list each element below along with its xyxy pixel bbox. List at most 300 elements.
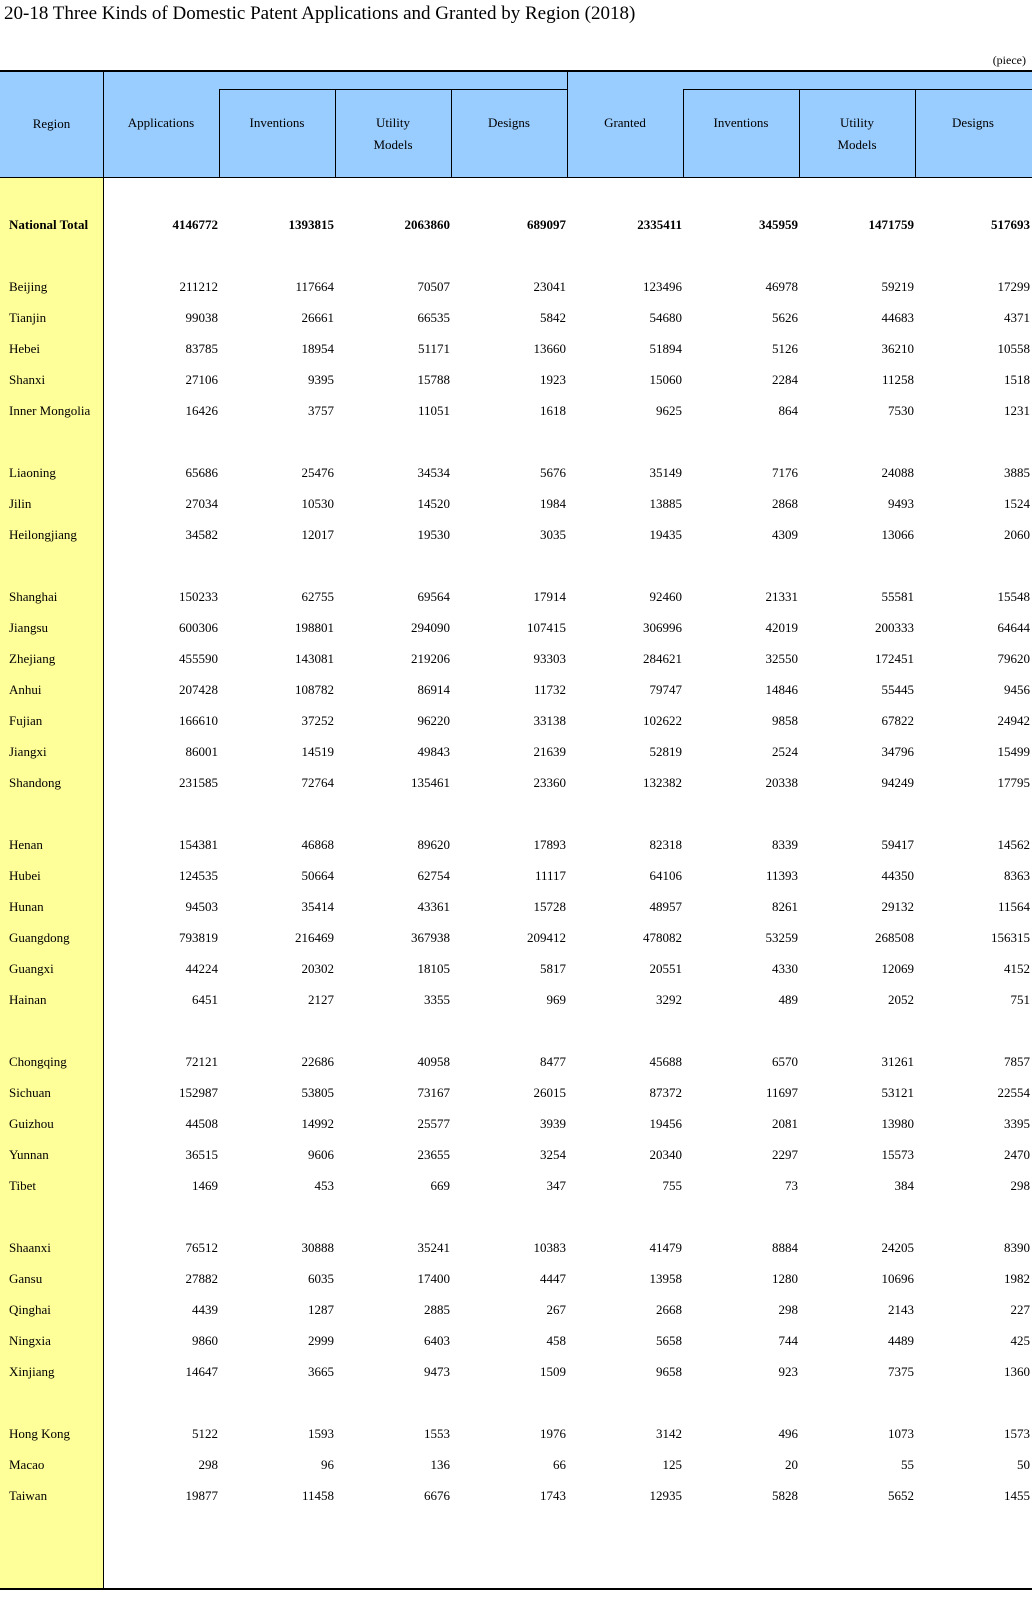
table-row	[0, 1480, 1032, 1512]
value-cell: 96	[321, 1457, 334, 1472]
value-cell: 66	[553, 1457, 566, 1472]
value-cell: 1471759	[868, 217, 914, 232]
value-cell: 34582	[185, 527, 218, 542]
table-row	[0, 674, 1032, 706]
value-cell: 23655	[417, 1147, 450, 1162]
value-cell: 11732	[533, 682, 566, 697]
value-cell: 8363	[1004, 868, 1030, 883]
value-cell: 1982	[1004, 1271, 1030, 1286]
region-name: Shanghai	[9, 589, 58, 604]
value-cell: 53805	[301, 1085, 334, 1100]
value-cell: 4489	[888, 1333, 914, 1348]
table-row	[0, 891, 1032, 923]
value-cell: 34534	[417, 465, 450, 480]
value-cell: 1518	[1004, 372, 1030, 387]
value-cell: 72764	[301, 775, 334, 790]
value-cell: 1618	[540, 403, 566, 418]
value-cell: 31261	[881, 1054, 914, 1069]
value-cell: 15573	[881, 1147, 914, 1162]
value-cell: 10383	[533, 1240, 566, 1255]
region-name: Tibet	[9, 1178, 36, 1193]
table-row	[0, 1139, 1032, 1171]
value-cell: 298	[778, 1302, 798, 1317]
value-cell: 21639	[533, 744, 566, 759]
value-cell: 15060	[649, 372, 682, 387]
value-cell: 2668	[656, 1302, 682, 1317]
value-cell: 298	[198, 1457, 218, 1472]
value-cell: 86914	[417, 682, 450, 697]
region-name: Yunnan	[9, 1147, 49, 1162]
table-top-rule	[0, 70, 1032, 72]
region-name: Hunan	[9, 899, 44, 914]
value-cell: 59417	[881, 837, 914, 852]
value-cell: 9606	[308, 1147, 334, 1162]
value-cell: 26015	[533, 1085, 566, 1100]
value-cell: 172451	[875, 651, 914, 666]
region-name: Qinghai	[9, 1302, 51, 1317]
value-cell: 1553	[424, 1426, 450, 1441]
region-name: Chongqing	[9, 1054, 67, 1069]
value-cell: 284621	[643, 651, 682, 666]
value-cell: 154381	[179, 837, 218, 852]
region-name: Hubei	[9, 868, 41, 883]
value-cell: 16426	[185, 403, 218, 418]
table-row	[0, 860, 1032, 892]
value-cell: 46868	[301, 837, 334, 852]
value-cell: 64106	[649, 868, 682, 883]
value-cell: 53259	[765, 930, 798, 945]
value-cell: 86001	[185, 744, 218, 759]
value-cell: 11697	[765, 1085, 798, 1100]
value-cell: 517693	[991, 217, 1030, 232]
value-cell: 9473	[424, 1364, 450, 1379]
value-cell: 209412	[527, 930, 566, 945]
value-cell: 117664	[295, 279, 334, 294]
region-name: National Total	[9, 217, 89, 232]
value-cell: 4371	[1004, 310, 1030, 325]
value-cell: 227	[1010, 1302, 1030, 1317]
value-cell: 1593	[308, 1426, 334, 1441]
value-cell: 219206	[411, 651, 450, 666]
value-cell: 125	[662, 1457, 682, 1472]
value-cell: 150233	[179, 589, 218, 604]
value-cell: 46978	[765, 279, 798, 294]
value-cell: 13885	[649, 496, 682, 511]
table-row	[0, 767, 1032, 799]
value-cell: 5676	[540, 465, 566, 480]
value-cell: 10530	[301, 496, 334, 511]
table-row	[0, 302, 1032, 334]
value-cell: 62755	[301, 589, 334, 604]
value-cell: 1573	[1004, 1426, 1030, 1441]
region-name: Tianjin	[9, 310, 47, 325]
value-cell: 969	[546, 992, 566, 1007]
value-cell: 15788	[417, 372, 450, 387]
value-cell: 1393815	[288, 217, 334, 232]
value-cell: 7176	[772, 465, 798, 480]
value-cell: 65686	[185, 465, 218, 480]
value-cell: 6451	[192, 992, 218, 1007]
value-cell: 13958	[649, 1271, 682, 1286]
region-name: Shandong	[9, 775, 61, 790]
value-cell: 19877	[185, 1488, 218, 1503]
value-cell: 2284	[772, 372, 798, 387]
value-cell: 42019	[765, 620, 798, 635]
value-cell: 135461	[411, 775, 450, 790]
value-cell: 2127	[308, 992, 334, 1007]
table-row	[0, 1449, 1032, 1481]
value-cell: 2081	[772, 1116, 798, 1131]
value-cell: 24942	[997, 713, 1030, 728]
value-cell: 7530	[888, 403, 914, 418]
value-cell: 79747	[649, 682, 682, 697]
value-cell: 2297	[772, 1147, 798, 1162]
value-cell: 52819	[649, 744, 682, 759]
region-name: Anhui	[9, 682, 42, 697]
value-cell: 1923	[540, 372, 566, 387]
region-name: Hainan	[9, 992, 47, 1007]
value-cell: 21331	[765, 589, 798, 604]
value-cell: 3355	[424, 992, 450, 1007]
value-cell: 44683	[881, 310, 914, 325]
value-cell: 34796	[881, 744, 914, 759]
value-cell: 124535	[179, 868, 218, 883]
value-cell: 9493	[888, 496, 914, 511]
value-cell: 11117	[534, 868, 566, 883]
table-row	[0, 1294, 1032, 1326]
value-cell: 87372	[649, 1085, 682, 1100]
region-name: Beijing	[9, 279, 48, 294]
value-cell: 62754	[417, 868, 450, 883]
region-name: Guangxi	[9, 961, 54, 976]
table-row	[0, 1325, 1032, 1357]
value-cell: 5842	[540, 310, 566, 325]
table-row	[0, 488, 1032, 520]
value-cell: 79620	[997, 651, 1030, 666]
value-cell: 11458	[301, 1488, 334, 1503]
region-name: Fujian	[9, 713, 43, 728]
value-cell: 9625	[656, 403, 682, 418]
value-cell: 53121	[881, 1085, 914, 1100]
value-cell: 1984	[540, 496, 566, 511]
value-cell: 69564	[417, 589, 450, 604]
value-cell: 2999	[308, 1333, 334, 1348]
value-cell: 23360	[533, 775, 566, 790]
header-bottom-rule	[0, 177, 1032, 178]
table-row	[0, 1046, 1032, 1078]
value-cell: 8261	[772, 899, 798, 914]
value-cell: 4152	[1004, 961, 1030, 976]
total-row	[0, 209, 1032, 241]
value-cell: 2063860	[404, 217, 450, 232]
table-row	[0, 581, 1032, 613]
table-row	[0, 705, 1032, 737]
region-name: Heilongjiang	[9, 527, 77, 542]
table-row	[0, 333, 1032, 365]
value-cell: 345959	[759, 217, 798, 232]
value-cell: 19456	[649, 1116, 682, 1131]
value-cell: 1509	[540, 1364, 566, 1379]
header-app-inventions: Inventions	[249, 115, 305, 130]
value-cell: 36515	[185, 1147, 218, 1162]
region-name: Jiangsu	[9, 620, 48, 635]
value-cell: 51171	[417, 341, 450, 356]
region-name: Jiangxi	[9, 744, 47, 759]
value-cell: 13066	[881, 527, 914, 542]
region-name: Taiwan	[9, 1488, 48, 1503]
value-cell: 35414	[301, 899, 334, 914]
value-cell: 1455	[1004, 1488, 1030, 1503]
value-cell: 1524	[1004, 496, 1030, 511]
value-cell: 93303	[533, 651, 566, 666]
value-cell: 73	[785, 1178, 798, 1193]
value-cell: 15728	[533, 899, 566, 914]
value-cell: 17400	[417, 1271, 450, 1286]
value-cell: 15548	[997, 589, 1030, 604]
value-cell: 96220	[417, 713, 450, 728]
value-cell: 496	[778, 1426, 798, 1441]
value-cell: 43361	[417, 899, 450, 914]
value-cell: 9456	[1004, 682, 1030, 697]
value-cell: 25476	[301, 465, 334, 480]
table-row	[0, 457, 1032, 489]
value-cell: 3254	[540, 1147, 566, 1162]
value-cell: 12017	[301, 527, 334, 542]
value-cell: 22686	[301, 1054, 334, 1069]
value-cell: 4146772	[172, 217, 218, 232]
value-cell: 73167	[417, 1085, 450, 1100]
value-cell: 923	[778, 1364, 798, 1379]
value-cell: 5817	[540, 961, 566, 976]
value-cell: 3665	[308, 1364, 334, 1379]
value-cell: 1287	[308, 1302, 334, 1317]
region-name: Hebei	[9, 341, 41, 356]
value-cell: 152987	[179, 1085, 218, 1100]
value-cell: 6570	[772, 1054, 798, 1069]
value-cell: 13980	[881, 1116, 914, 1131]
value-cell: 44224	[185, 961, 218, 976]
value-cell: 306996	[643, 620, 682, 635]
value-cell: 5126	[772, 341, 798, 356]
value-cell: 99038	[185, 310, 218, 325]
value-cell: 67822	[881, 713, 914, 728]
value-cell: 8884	[772, 1240, 798, 1255]
value-cell: 2143	[888, 1302, 914, 1317]
table-row	[0, 1263, 1032, 1295]
value-cell: 123496	[643, 279, 682, 294]
value-cell: 2524	[772, 744, 798, 759]
value-cell: 11051	[417, 403, 450, 418]
value-cell: 27882	[185, 1271, 218, 1286]
value-cell: 12935	[649, 1488, 682, 1503]
header-applications: Applications	[127, 115, 195, 130]
value-cell: 3939	[540, 1116, 566, 1131]
value-cell: 3757	[308, 403, 334, 418]
value-cell: 44350	[881, 868, 914, 883]
value-cell: 18105	[417, 961, 450, 976]
region-name: Guizhou	[9, 1116, 54, 1131]
value-cell: 6676	[424, 1488, 450, 1503]
value-cell: 35149	[649, 465, 682, 480]
table-row	[0, 1418, 1032, 1450]
header-region: Region	[32, 116, 71, 131]
value-cell: 1231	[1004, 403, 1030, 418]
value-cell: 94503	[185, 899, 218, 914]
region-name: Macao	[9, 1457, 45, 1472]
value-cell: 744	[778, 1333, 798, 1348]
table-bottom-rule	[0, 1588, 1032, 1590]
value-cell: 92460	[649, 589, 682, 604]
value-cell: 5828	[772, 1488, 798, 1503]
value-cell: 27106	[185, 372, 218, 387]
value-cell: 55445	[881, 682, 914, 697]
value-cell: 12069	[881, 961, 914, 976]
table-row	[0, 1232, 1032, 1264]
value-cell: 4447	[540, 1271, 566, 1286]
value-cell: 455590	[179, 651, 218, 666]
header-gr-designs: Designs	[952, 115, 994, 130]
value-cell: 8477	[540, 1054, 566, 1069]
value-cell: 36210	[881, 341, 914, 356]
value-cell: 211212	[179, 279, 218, 294]
value-cell: 49843	[417, 744, 450, 759]
table-row	[0, 1077, 1032, 1109]
region-name: Shaanxi	[9, 1240, 51, 1255]
region-name: Sichuan	[9, 1085, 51, 1100]
value-cell: 13660	[533, 341, 566, 356]
value-cell: 14562	[997, 837, 1030, 852]
value-cell: 32550	[765, 651, 798, 666]
value-cell: 489	[778, 992, 798, 1007]
value-cell: 41479	[649, 1240, 682, 1255]
value-cell: 59219	[881, 279, 914, 294]
value-cell: 19435	[649, 527, 682, 542]
value-cell: 9858	[772, 713, 798, 728]
value-cell: 17795	[997, 775, 1030, 790]
value-cell: 14519	[301, 744, 334, 759]
value-cell: 30888	[301, 1240, 334, 1255]
header-granted: Granted	[604, 115, 646, 130]
table-row	[0, 953, 1032, 985]
value-cell: 24205	[881, 1240, 914, 1255]
value-cell: 26661	[301, 310, 334, 325]
value-cell: 294090	[411, 620, 450, 635]
value-cell: 27034	[185, 496, 218, 511]
value-cell: 425	[1010, 1333, 1030, 1348]
value-cell: 2470	[1004, 1147, 1030, 1162]
value-cell: 207428	[179, 682, 218, 697]
value-cell: 55	[901, 1457, 914, 1472]
value-cell: 231585	[179, 775, 218, 790]
value-cell: 3035	[540, 527, 566, 542]
value-cell: 4439	[192, 1302, 218, 1317]
value-cell: 40958	[417, 1054, 450, 1069]
value-cell: 5658	[656, 1333, 682, 1348]
value-cell: 14520	[417, 496, 450, 511]
value-cell: 4330	[772, 961, 798, 976]
value-cell: 25577	[417, 1116, 450, 1131]
header-gr-utility-models: Utility Models	[837, 115, 877, 152]
value-cell: 3885	[1004, 465, 1030, 480]
value-cell: 268508	[875, 930, 914, 945]
value-cell: 37252	[301, 713, 334, 728]
value-cell: 143081	[295, 651, 334, 666]
header-app-utility-models: Utility Models	[373, 115, 413, 152]
header-app-designs: Designs	[488, 115, 530, 130]
value-cell: 5652	[888, 1488, 914, 1503]
table-row	[0, 736, 1032, 768]
region-name: Inner Mongolia	[9, 403, 91, 418]
table-row	[0, 922, 1032, 954]
value-cell: 347	[546, 1178, 566, 1193]
region-name: Jilin	[9, 496, 32, 511]
value-cell: 751	[1010, 992, 1030, 1007]
table-row	[0, 364, 1032, 396]
value-cell: 367938	[411, 930, 450, 945]
value-cell: 793819	[179, 930, 218, 945]
table-row	[0, 1108, 1032, 1140]
value-cell: 20	[785, 1457, 798, 1472]
value-cell: 200333	[875, 620, 914, 635]
value-cell: 50	[1017, 1457, 1030, 1472]
value-cell: 66535	[417, 310, 450, 325]
value-cell: 11564	[997, 899, 1030, 914]
value-cell: 20551	[649, 961, 682, 976]
value-cell: 22554	[997, 1085, 1030, 1100]
value-cell: 6035	[308, 1271, 334, 1286]
value-cell: 14846	[765, 682, 798, 697]
value-cell: 166610	[179, 713, 218, 728]
region-name: Xinjiang	[9, 1364, 55, 1379]
value-cell: 2868	[772, 496, 798, 511]
value-cell: 17299	[997, 279, 1030, 294]
value-cell: 19530	[417, 527, 450, 542]
value-cell: 1360	[1004, 1364, 1030, 1379]
value-cell: 20338	[765, 775, 798, 790]
value-cell: 9658	[656, 1364, 682, 1379]
value-cell: 453	[314, 1178, 334, 1193]
table-row	[0, 1356, 1032, 1388]
value-cell: 11393	[765, 868, 798, 883]
value-cell: 1976	[540, 1426, 566, 1441]
table-row	[0, 984, 1032, 1016]
value-cell: 29132	[881, 899, 914, 914]
value-cell: 478082	[643, 930, 682, 945]
value-cell: 10696	[881, 1271, 914, 1286]
value-cell: 3292	[656, 992, 682, 1007]
value-cell: 5626	[772, 310, 798, 325]
value-cell: 108782	[295, 682, 334, 697]
value-cell: 45688	[649, 1054, 682, 1069]
region-name: Henan	[9, 837, 43, 852]
table-row	[0, 1170, 1032, 1202]
value-cell: 267	[546, 1302, 566, 1317]
value-cell: 54680	[649, 310, 682, 325]
table-row	[0, 643, 1032, 675]
value-cell: 70507	[417, 279, 450, 294]
value-cell: 132382	[643, 775, 682, 790]
header-gr-inventions: Inventions	[713, 115, 769, 130]
table-row	[0, 395, 1032, 427]
value-cell: 1743	[540, 1488, 566, 1503]
value-cell: 6403	[424, 1333, 450, 1348]
value-cell: 1469	[192, 1178, 218, 1193]
value-cell: 15499	[997, 744, 1030, 759]
value-cell: 4309	[772, 527, 798, 542]
value-cell: 8390	[1004, 1240, 1030, 1255]
table-row	[0, 271, 1032, 303]
value-cell: 18954	[301, 341, 334, 356]
